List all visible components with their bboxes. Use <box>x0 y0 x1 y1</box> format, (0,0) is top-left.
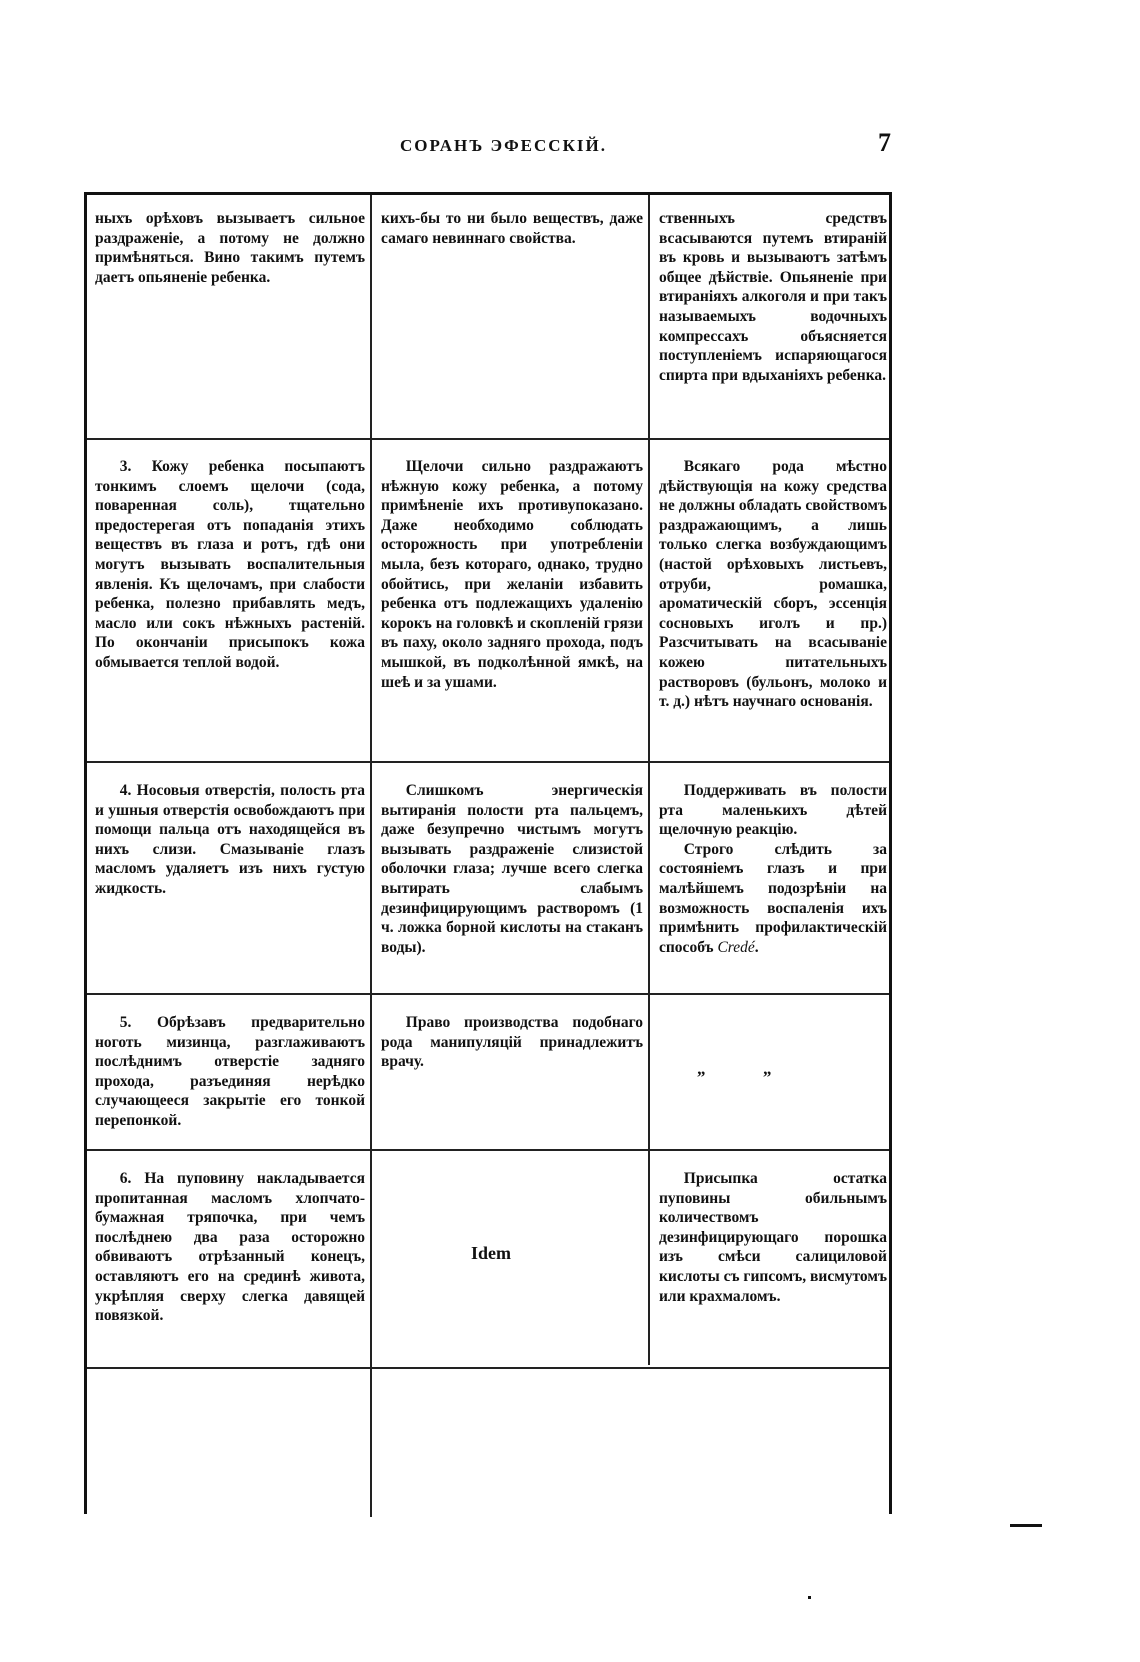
table-cell <box>95 1169 365 1326</box>
cell-text: Присыпка остатка пуповины обильнымъ количествомъ дезинфицирующаго порошка изъ смѣси салициловой кислоты съ гипсомъ, висмутомъ или крахмаломъ. <box>659 1170 887 1305</box>
cell-text: ственныхъ средствъ всасываются путемъ втираній въ кровь и вызываютъ затѣмъ общее дѣйствіе. Опьяненіе при втираніяхъ алкоголя и при такъ называемыхъ водочныхъ компрессахъ объясняется поступленіемъ испаряющагося спирта при вдыханіяхъ ребенка. <box>659 210 887 384</box>
column-rule <box>648 195 650 1365</box>
cell-text: 4. Носовыя отверстія, полость рта и ушныя отверстія освобождаютъ при помощи пальца отъ находящейся въ нихъ слизи. Смазываніе глазъ масломъ удаляетъ изъ нихъ густую жидкость. <box>95 782 365 897</box>
cell-text: кихъ-бы то ни было веществъ, даже самаго невиннаго свойства. <box>381 210 643 247</box>
cell-text: 5. Обрѣзавъ предварительно ноготь мизинца, разглаживаютъ послѣднимъ отверстіе задняго прохода, разъединяя нерѣдко случающееся закрытіе его тонкой перепонкой. <box>95 1014 365 1129</box>
cell-text: Поддерживать въ полости рта маленькихъ дѣтей щелочную реакцію. <box>659 782 887 839</box>
column-rule <box>370 195 372 1517</box>
cell-text: 3. Кожу ребенка посыпаютъ тонкимъ слоемъ щелочи (сода, поваренная соль), тщательно предостерегая отъ попаданія этихъ веществъ въ глаза и ротъ, гдѣ они могутъ вызывать воспалительныя явленія. Къ щелочамъ, при слабости ребенка, полезно прибавлять медъ, масло или сокъ нѣжныхъ растеній. По окончаніи присыпокъ кожа обмывается теплой водой. <box>95 458 365 671</box>
cell-text: Щелочи сильно раздражаютъ нѣжную кожу ребенка, а потому примѣненіе ихъ противупоказано. Даже необходимо соблюдать осторожность при употребленіи мыла, безъ котораго, однако, трудно обойтись, при желаніи избавить ребенка отъ подлежащихъ удаленію корокъ на головкѣ и скопленій грязи въ паху, около задняго прохода, подъ мышкой, въ подколѣнной ямкѣ, на шеѣ и за ушами. <box>381 458 643 691</box>
ditto-mark: „ <box>697 1059 706 1078</box>
three-column-table <box>84 192 892 1514</box>
credé-name: Credé <box>717 938 755 956</box>
table-cell <box>659 1169 887 1306</box>
table-cell <box>659 209 887 385</box>
cell-text <box>659 840 887 958</box>
row-rule <box>87 438 889 440</box>
cell-text: Слишкомъ энергическія вытиранія полости рта пальцемъ, даже безупречно чистымъ могутъ вызывать раздраженіе слизистой оболочки глаза; лучше всего слегка вытирать слабымъ дезинфицирующимъ растворомъ (1 ч. ложка борной кислоты на стаканъ воды). <box>381 782 643 956</box>
row-rule <box>87 1149 889 1151</box>
table-cell <box>95 209 365 287</box>
table-cell <box>381 1013 643 1072</box>
table-cell <box>659 781 887 957</box>
cell-text: Всякаго рода мѣстно дѣйствующія на кожу средства не должны обладать свойствомъ раздражающимъ, а лишь только слегка возбуждающимъ (настой орѣховыхъ листьевъ, отруби, ромашка, ароматическій сборъ, эссенція сосновыхъ иголъ и пр.) Разсчитывать на всасываніе кожею питательныхъ растворовъ (бульонъ, молоко и т. д.) нѣтъ научнаго основанія. <box>659 458 887 711</box>
table-cell <box>381 209 643 248</box>
cell-text: Право производства подобнаго рода манипуляцій принадлежитъ врачу. <box>381 1014 643 1071</box>
table-cell <box>95 1013 365 1131</box>
cell-text-part: Строго слѣдить за состояніемъ глазъ и при малѣйшемъ подозрѣніи на возможность воспаленія ихъ примѣнить профилактическій способъ <box>659 840 887 956</box>
ditto-mark: „ <box>763 1059 772 1078</box>
table-cell <box>659 457 887 712</box>
scan-mark <box>808 1596 811 1599</box>
table-cell <box>381 457 643 692</box>
cell-text: ныхъ орѣховъ вызываетъ сильное раздраженіе, а потому не должно примѣняться. Вино такимъ путемъ даетъ опьяненіе ребенка. <box>95 210 365 286</box>
table-cell <box>95 781 365 899</box>
row-rule <box>87 993 889 995</box>
table-cell <box>95 457 365 673</box>
cell-text-part: . <box>754 938 759 956</box>
idem-text: Idem <box>471 1243 511 1263</box>
scan-mark <box>1010 1524 1042 1527</box>
row-rule <box>87 1367 889 1369</box>
running-head: СОРАНЪ ЭФЕССКІЙ. <box>400 136 607 155</box>
cell-text: 6. На пуповину накладывается пропитанная масломъ хлопчато-бумажная тряпочка, при чемъ послѣднею два раза осторожно обвиваютъ отрѣзанный конецъ, оставляютъ его на срединѣ живота, укрѣпляя сверху слегка давящей повязкой. <box>95 1170 365 1325</box>
row-rule <box>87 761 889 763</box>
page-number: 7 <box>878 128 891 157</box>
table-cell <box>381 781 643 957</box>
